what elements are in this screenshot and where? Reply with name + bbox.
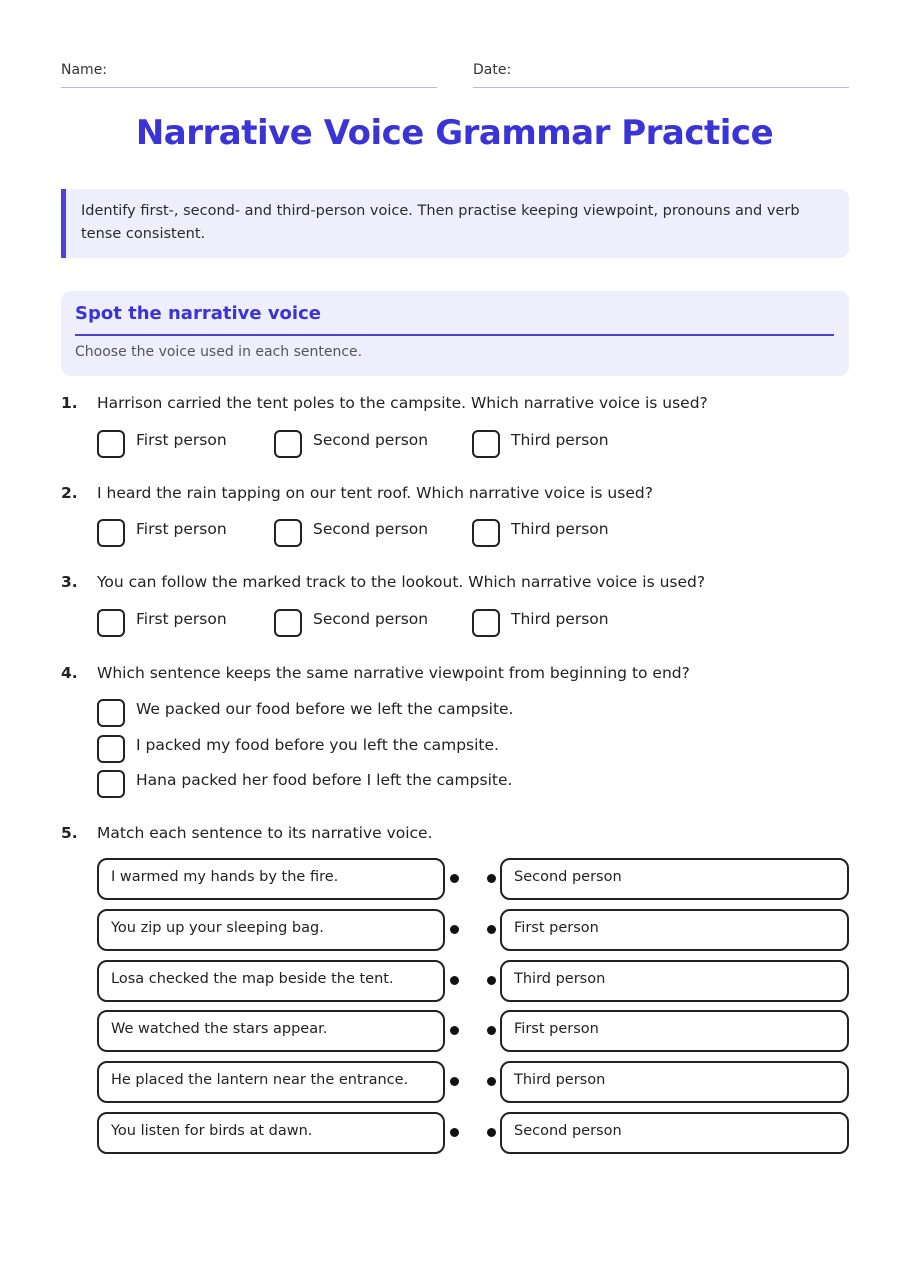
checkbox[interactable] [472,430,500,458]
match-dot-right[interactable] [487,1077,496,1086]
question-number: 5. [61,824,78,842]
match-dot-right[interactable] [487,1128,496,1137]
option-label: Third person [511,610,609,628]
match-dot-right[interactable] [487,976,496,985]
checkbox[interactable] [472,519,500,547]
date-label: Date: [473,62,512,78]
match-sentence: You zip up your sleeping bag. [97,909,445,951]
match-voice: Third person [500,1061,849,1103]
intro-callout: Identify first-, second- and third-person voice. Then practise keeping viewpoint, pronouns and verb tense consistent. [61,189,849,258]
section-title: Spot the narrative voice [75,303,834,336]
question-number: 3. [61,573,78,591]
option-label: First person [136,610,227,628]
match-voice: First person [500,1010,849,1052]
match-dot-right[interactable] [487,925,496,934]
name-label: Name: [61,62,108,78]
option-label: Hana packed her food before I left the campsite. [136,771,513,789]
match-dot-left[interactable] [450,874,459,883]
section-header [61,291,849,376]
checkbox[interactable] [97,609,125,637]
question-text: Match each sentence to its narrative voice. [97,824,433,842]
match-voice: Second person [500,858,849,900]
checkbox[interactable] [97,770,125,798]
option-label: Third person [511,520,609,538]
match-sentence: He placed the lantern near the entrance. [97,1061,445,1103]
question-number: 4. [61,664,78,682]
question-text: Which sentence keeps the same narrative viewpoint from beginning to end? [97,664,690,682]
option-label: First person [136,431,227,449]
question-number: 1. [61,394,78,412]
match-voice: Third person [500,960,849,1002]
name-field[interactable] [61,62,437,88]
match-dot-left[interactable] [450,925,459,934]
match-sentence: I warmed my hands by the fire. [97,858,445,900]
checkbox[interactable] [97,699,125,727]
option-label: First person [136,520,227,538]
option-label: Second person [313,610,429,628]
match-dot-left[interactable] [450,976,459,985]
date-field[interactable] [473,62,849,88]
match-dot-left[interactable] [450,1026,459,1035]
name-date-row [61,62,849,90]
question-number: 2. [61,484,78,502]
match-dot-right[interactable] [487,874,496,883]
question-text: I heard the rain tapping on our tent roof. Which narrative voice is used? [97,484,653,502]
worksheet-title: Narrative Voice Grammar Practice [135,113,774,153]
match-dot-left[interactable] [450,1077,459,1086]
checkbox[interactable] [97,519,125,547]
match-voice: Second person [500,1112,849,1154]
match-sentence: We watched the stars appear. [97,1010,445,1052]
question-text: You can follow the marked track to the lookout. Which narrative voice is used? [97,573,706,591]
checkbox[interactable] [274,609,302,637]
match-voice: First person [500,909,849,951]
checkbox[interactable] [472,609,500,637]
option-label: Third person [511,431,609,449]
match-sentence: Losa checked the map beside the tent. [97,960,445,1002]
question-text: Harrison carried the tent poles to the campsite. Which narrative voice is used? [97,394,708,412]
match-dot-left[interactable] [450,1128,459,1137]
checkbox[interactable] [97,735,125,763]
option-label: I packed my food before you left the campsite. [136,736,499,754]
checkbox[interactable] [274,519,302,547]
checkbox[interactable] [274,430,302,458]
option-label: Second person [313,431,429,449]
option-label: Second person [313,520,429,538]
section-subtitle: Choose the voice used in each sentence. [75,344,363,360]
option-label: We packed our food before we left the campsite. [136,700,514,718]
match-dot-right[interactable] [487,1026,496,1035]
checkbox[interactable] [97,430,125,458]
match-sentence: You listen for birds at dawn. [97,1112,445,1154]
